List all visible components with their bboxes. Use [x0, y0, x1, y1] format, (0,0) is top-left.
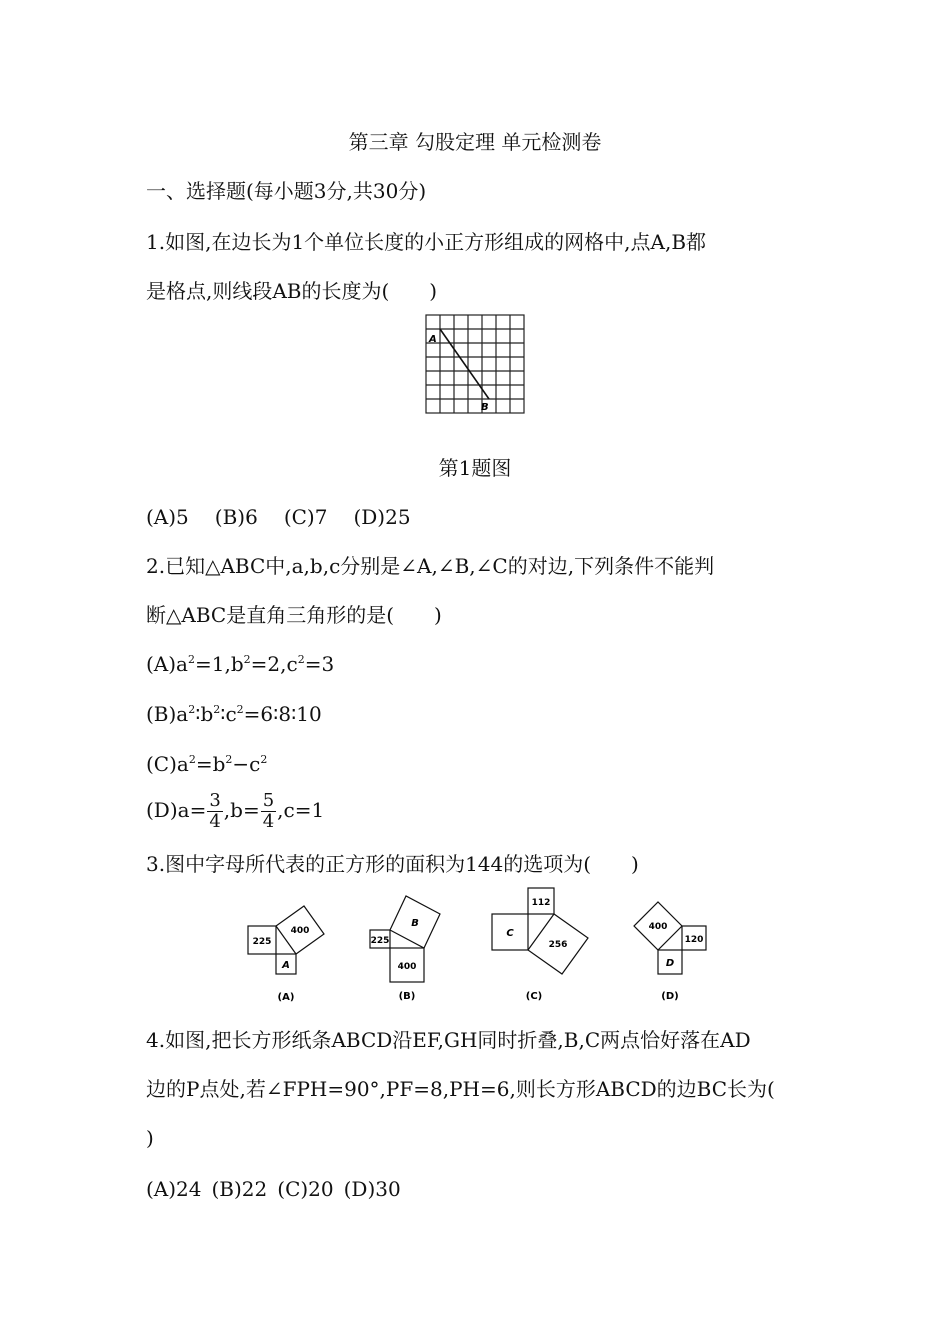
- fig-c-left-letter: C: [506, 928, 514, 939]
- fig-b-tilt-letter: B: [411, 918, 419, 929]
- fig-a-tilt-value: 400: [290, 926, 310, 936]
- q4-option-c[interactable]: (C)20: [277, 1177, 334, 1201]
- q1-option-d[interactable]: (D)25: [353, 505, 411, 529]
- page-title: 第三章 勾股定理 单元检测卷: [348, 130, 602, 154]
- q1-text-line2: 是格点,则线段AB的长度为( ): [146, 279, 438, 303]
- fig-a-label: (A): [277, 992, 295, 1003]
- q2-text-line2: 断△ABC是直角三角形的是( ): [146, 603, 442, 627]
- fig-c-tilt-value: 256: [548, 940, 568, 950]
- q3-figure-b[interactable]: [366, 884, 448, 1004]
- fig-d-tilt-value: 400: [648, 922, 668, 932]
- fig-b-bottom-value: 400: [397, 962, 417, 972]
- q4-text-line3: ): [146, 1126, 154, 1150]
- q4-options: [146, 1175, 411, 1203]
- q1-option-c[interactable]: (C)7: [283, 505, 328, 529]
- q1-option-b[interactable]: (B)6: [214, 505, 258, 529]
- q4-text-line1: 4.如图,把长方形纸条ABCD沿EF,GH同时折叠,B,C两点恰好落在AD: [146, 1028, 751, 1052]
- fig-a-letter: A: [282, 960, 290, 971]
- q3-figure-a[interactable]: [244, 904, 328, 1004]
- fig-c-top-value: 112: [531, 898, 551, 908]
- fig-d-label: (D): [661, 991, 679, 1002]
- q1-grid-figure: [418, 308, 534, 418]
- fig-c-label: (C): [525, 991, 543, 1002]
- q4-option-d[interactable]: (D)30: [343, 1177, 401, 1201]
- q4-text-line2: 边的P点处,若∠FPH=90°,PF=8,PH=6,则长方形ABCD的边BC长为(: [146, 1077, 775, 1101]
- q1-figure-caption: 第1题图: [438, 456, 512, 480]
- fraction-3-4: $\frac{3}{4}$: [209, 790, 221, 832]
- q3-figure-c[interactable]: [488, 884, 592, 1004]
- q1-text-line1: 1.如图,在边长为1个单位长度的小正方形组成的网格中,点A,B都: [146, 230, 707, 254]
- point-b-label: B: [481, 402, 489, 413]
- q2-text-line1: 2.已知△ABC中,a,b,c分别是∠A,∠B,∠C的对边,下列条件不能判: [146, 554, 715, 578]
- section-heading: 一、选择题(每小题3分,共30分): [146, 179, 427, 203]
- q4-option-a[interactable]: (A)24: [146, 1177, 202, 1201]
- q2-option-d[interactable]: (D)a= $\frac{3}{4}$ ,b= $\frac{5}{4}$ ,c=1: [146, 790, 325, 832]
- q1-option-a[interactable]: (A)5: [146, 505, 189, 529]
- fig-a-left-value: 225: [252, 937, 272, 947]
- fig-b-label: (B): [398, 991, 416, 1002]
- fraction-5-4: $\frac{5}{4}$: [262, 790, 275, 832]
- q2-option-c[interactable]: $(C)a^2=b^2-c^2$: [146, 752, 268, 776]
- fig-b-left-value: 225: [370, 936, 390, 946]
- q2-option-b[interactable]: $(B)a^2∶b^2∶c^2=6∶8∶10$: [146, 702, 322, 726]
- fig-d-right-value: 120: [684, 935, 704, 945]
- q1-options: [146, 503, 437, 531]
- q3-text-line1: 3.图中字母所代表的正方形的面积为144的选项为( ): [146, 852, 639, 876]
- point-a-label: A: [429, 334, 437, 345]
- fig-d-letter: D: [665, 958, 675, 969]
- q2-option-a[interactable]: $(A)a^2=1,b^2=2,c^2=3$: [146, 652, 335, 676]
- q4-option-b[interactable]: (B)22: [211, 1177, 268, 1201]
- q3-figure-d[interactable]: [630, 900, 710, 1004]
